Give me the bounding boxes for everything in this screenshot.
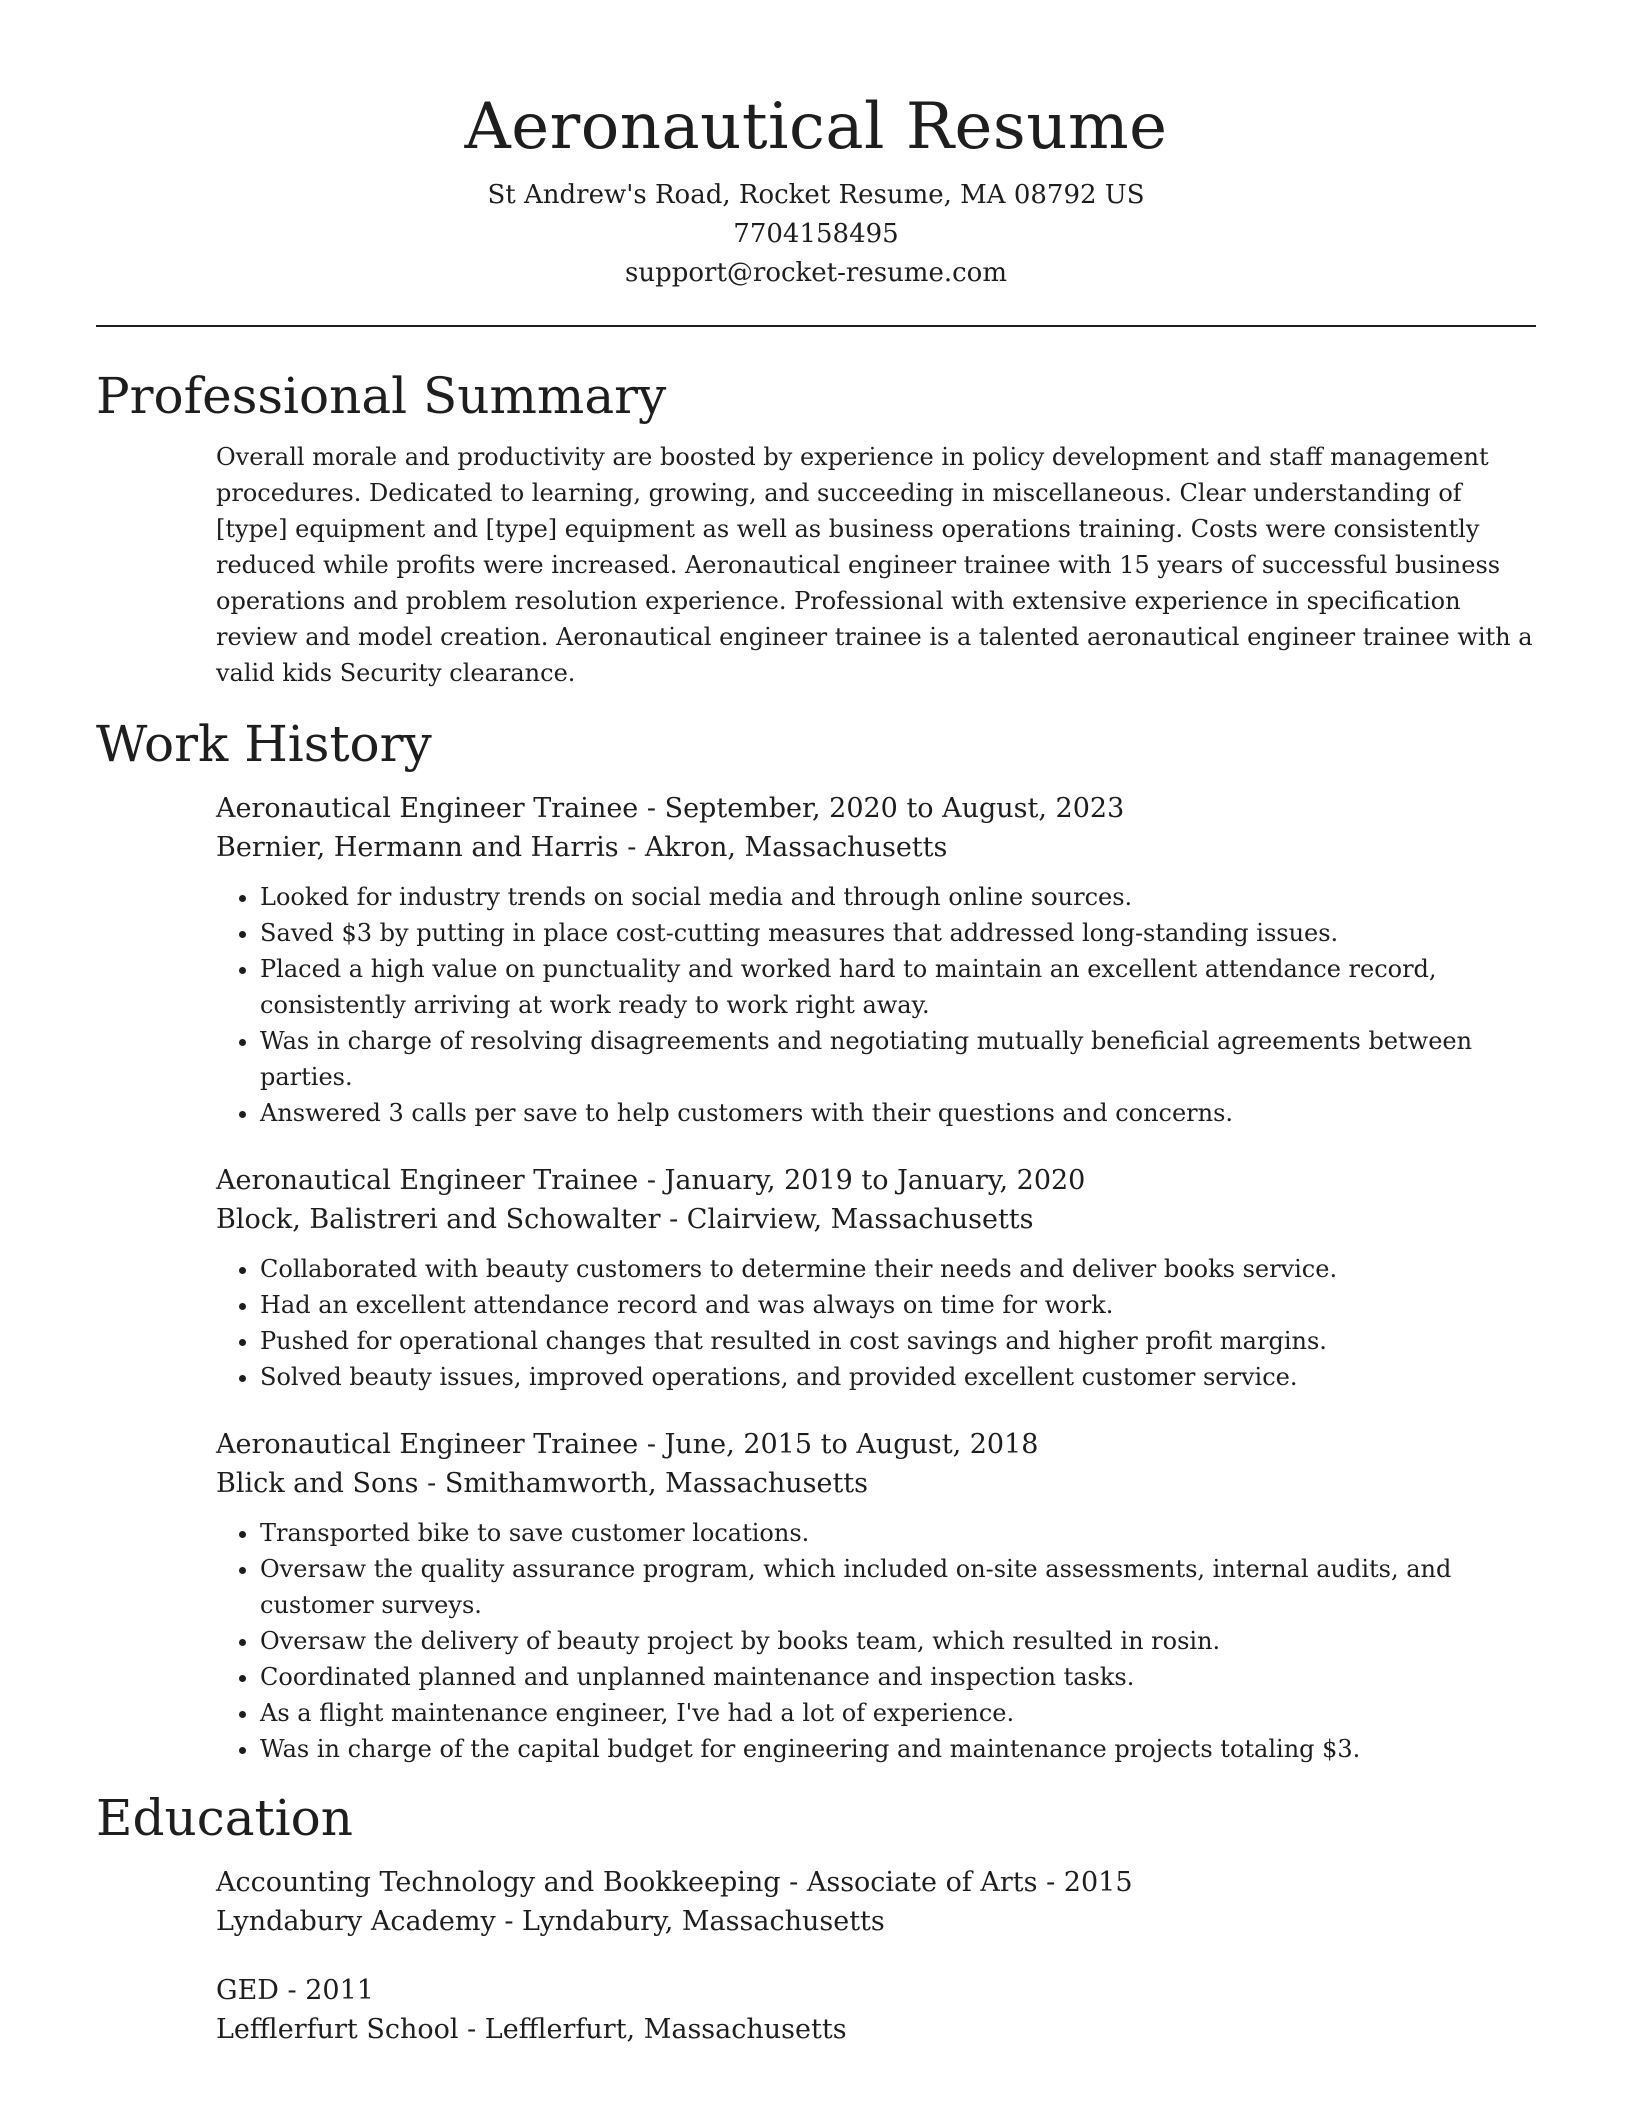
summary-heading: Professional Summary <box>96 367 667 425</box>
job-company-line <box>216 1200 1536 1239</box>
job-bullet: • Oversaw the delivery of beauty project by books team, which resulted in rosin. <box>260 1623 1536 1659</box>
job-bullets <box>216 879 1536 1131</box>
job-bullets <box>216 1515 1536 1767</box>
resume-name: Aeronautical Resume <box>464 90 1168 164</box>
job-bullet: • Placed a high value on punctuality and worked hard to maintain an excellent attendance record, consistently arriving at work ready to work right away. <box>260 951 1536 1023</box>
job-entry <box>216 789 1536 1131</box>
job-bullets <box>216 1251 1536 1395</box>
contact-block <box>96 176 1536 293</box>
degree-line: Accounting Technology and Bookkeeping - Associate of Arts - 2015 <box>216 1867 1133 1898</box>
job-bullet: • Answered 3 calls per save to help customers with their questions and concerns. <box>260 1095 1536 1131</box>
school-name: Lyndabury Academy <box>216 1906 496 1937</box>
job-bullet: • Oversaw the quality assurance program, which included on-site assessments, internal audits, and customer surveys. <box>260 1551 1536 1623</box>
education-heading: Education <box>96 1789 353 1847</box>
job-bullet: • As a flight maintenance engineer, I've had a lot of experience. <box>260 1695 1536 1731</box>
address-line: St Andrew's Road, Rocket Resume, MA 08792 US <box>487 180 1145 210</box>
job-company: Bernier, Hermann and Harris <box>216 832 619 863</box>
job-location: - Clairview, Massachusetts <box>660 1204 1034 1235</box>
job-bullet: • Had an excellent attendance record and was always on time for work. <box>260 1287 1536 1323</box>
job-bullet: • Pushed for operational changes that resulted in cost savings and higher profit margins. <box>260 1323 1536 1359</box>
job-company: Block, Balistreri and Schowalter <box>216 1204 661 1235</box>
job-bullet: • Was in charge of the capital budget for engineering and maintenance projects totaling $3. <box>260 1731 1536 1767</box>
job-title-line <box>216 1161 1536 1200</box>
job-location: - Akron, Massachusetts <box>618 832 948 863</box>
job-title: Aeronautical Engineer Trainee <box>216 1165 639 1196</box>
job-entry <box>216 1161 1536 1395</box>
job-company-line <box>216 1464 1536 1503</box>
job-bullet: • Transported bike to save customer locations. <box>260 1515 1536 1551</box>
job-dates: - January, 2019 to January, 2020 <box>638 1165 1086 1196</box>
job-dates: - September, 2020 to August, 2023 <box>638 793 1125 824</box>
job-company: Blick and Sons <box>216 1468 419 1499</box>
job-bullet: • Looked for industry trends on social media and through online sources. <box>260 879 1536 915</box>
school-line <box>216 1902 1536 1941</box>
job-title-line <box>216 789 1536 828</box>
job-bullet: • Collaborated with beauty customers to determine their needs and deliver books service. <box>260 1251 1536 1287</box>
school-location: - Lefflerfurt, Massachusetts <box>458 2014 847 2045</box>
job-bullet: • Coordinated planned and unplanned maintenance and inspection tasks. <box>260 1659 1536 1695</box>
school-name: Lefflerfurt School <box>216 2014 459 2045</box>
degree-line: GED - 2011 <box>216 1975 374 2006</box>
job-location: - Smithamworth, Massachusetts <box>418 1468 869 1499</box>
job-title-line <box>216 1425 1536 1464</box>
summary-text: Overall morale and productivity are boosted by experience in policy development and staff management procedures. Dedicated to learning, growing, and succeeding in miscellaneous. Clear understanding of [type] equipment and [type] equipment as well as business operations training. Costs were consistently reduced while profits were increased. Aeronautical engineer trainee with 15 years of successful business operations and problem resolution experience. Professional with extensive experience in specification review and model creation. Aeronautical engineer trainee is a talented aeronautical engineer trainee with a valid kids Security clearance. <box>216 443 1533 687</box>
resume-header <box>96 0 1536 293</box>
job-company-line <box>216 828 1536 867</box>
education-entry <box>216 1863 1536 1941</box>
job-bullet: • Saved $3 by putting in place cost-cutting measures that addressed long-standing issues. <box>260 915 1536 951</box>
job-title: Aeronautical Engineer Trainee <box>216 1429 639 1460</box>
header-divider <box>96 325 1536 327</box>
email-line: support@rocket-resume.com <box>624 258 1007 288</box>
job-bullet: • Was in charge of resolving disagreements and negotiating mutually beneficial agreements between parties. <box>260 1023 1536 1095</box>
phone-line: 7704158495 <box>733 219 899 249</box>
school-location: - Lyndabury, Massachusetts <box>495 1906 885 1937</box>
work-history-heading: Work History <box>96 715 432 773</box>
work-history-list <box>216 789 1536 1767</box>
education-list <box>216 1863 1536 2049</box>
education-entry <box>216 1971 1536 2049</box>
school-line <box>216 2010 1536 2049</box>
job-title: Aeronautical Engineer Trainee <box>216 793 639 824</box>
job-dates: - June, 2015 to August, 2018 <box>638 1429 1039 1460</box>
job-entry <box>216 1425 1536 1767</box>
job-bullet: • Solved beauty issues, improved operations, and provided excellent customer service. <box>260 1359 1536 1395</box>
resume-page <box>96 0 1536 2049</box>
